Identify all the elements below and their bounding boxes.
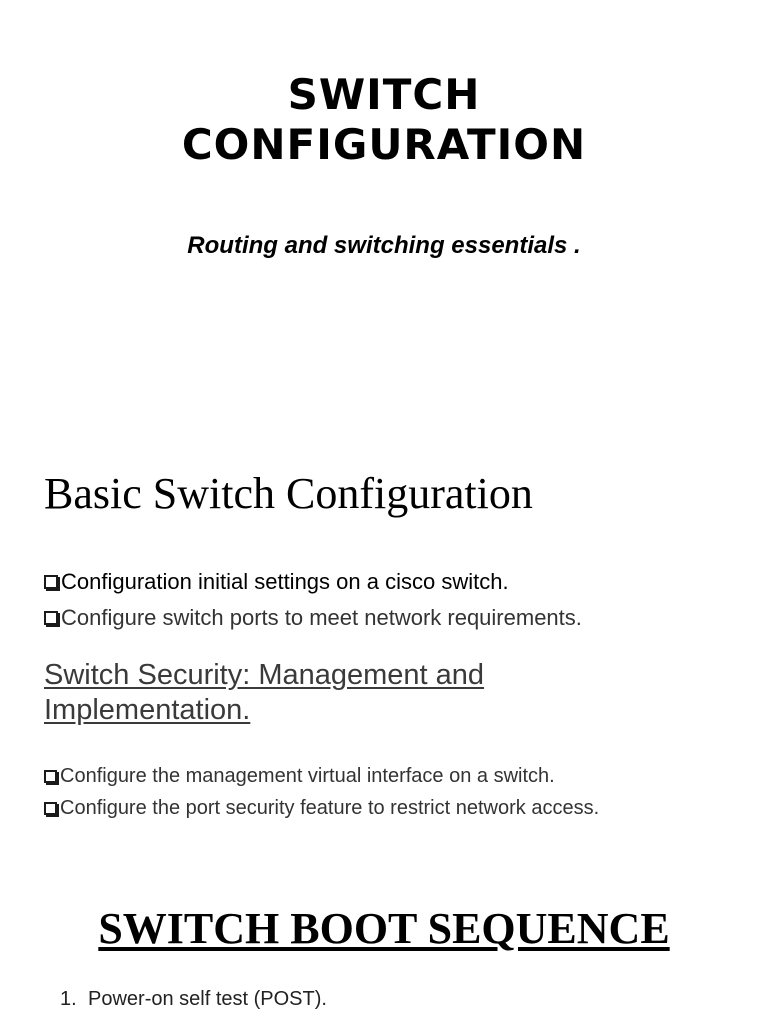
security-objectives-list — [44, 760, 599, 824]
checkbox-bullet-icon — [44, 802, 57, 815]
list-item-text: Configure switch ports to meet network requirements. — [61, 605, 582, 630]
list-item-text: Configure the port security feature to restrict network access. — [60, 797, 600, 819]
objectives-list — [44, 564, 582, 636]
deck-title-line-1: SWITCH — [287, 70, 481, 119]
deck-title — [0, 70, 768, 170]
slide-heading: SWITCH BOOT SEQUENCE — [98, 904, 670, 953]
deck-title-line-2: CONFIGURATION — [181, 120, 587, 169]
list-item-text: Configuration initial settings on a cisco switch. — [61, 569, 509, 594]
checkbox-bullet-icon — [44, 575, 58, 589]
step-number: 1. — [60, 988, 77, 1010]
list-item-text: Configure the management virtual interface on a switch. — [60, 765, 555, 787]
slide-title — [0, 0, 768, 440]
checkbox-bullet-icon — [44, 611, 58, 625]
list-item — [44, 600, 582, 636]
slide-basic-switch-configuration — [0, 440, 768, 860]
list-item — [44, 564, 582, 600]
list-item — [60, 982, 327, 1016]
slide-heading: Basic Switch Configuration — [44, 469, 533, 518]
section-subheading: Switch Security: Management and Implementation. — [44, 659, 485, 726]
checkbox-bullet-icon — [44, 770, 57, 783]
slide-switch-boot-sequence — [0, 860, 768, 1024]
list-item — [44, 760, 599, 792]
boot-steps-list — [60, 982, 327, 1016]
step-text: Power-on self test (POST). — [88, 988, 327, 1010]
list-item — [44, 792, 599, 824]
deck-subtitle: Routing and switching essentials . — [187, 232, 581, 259]
